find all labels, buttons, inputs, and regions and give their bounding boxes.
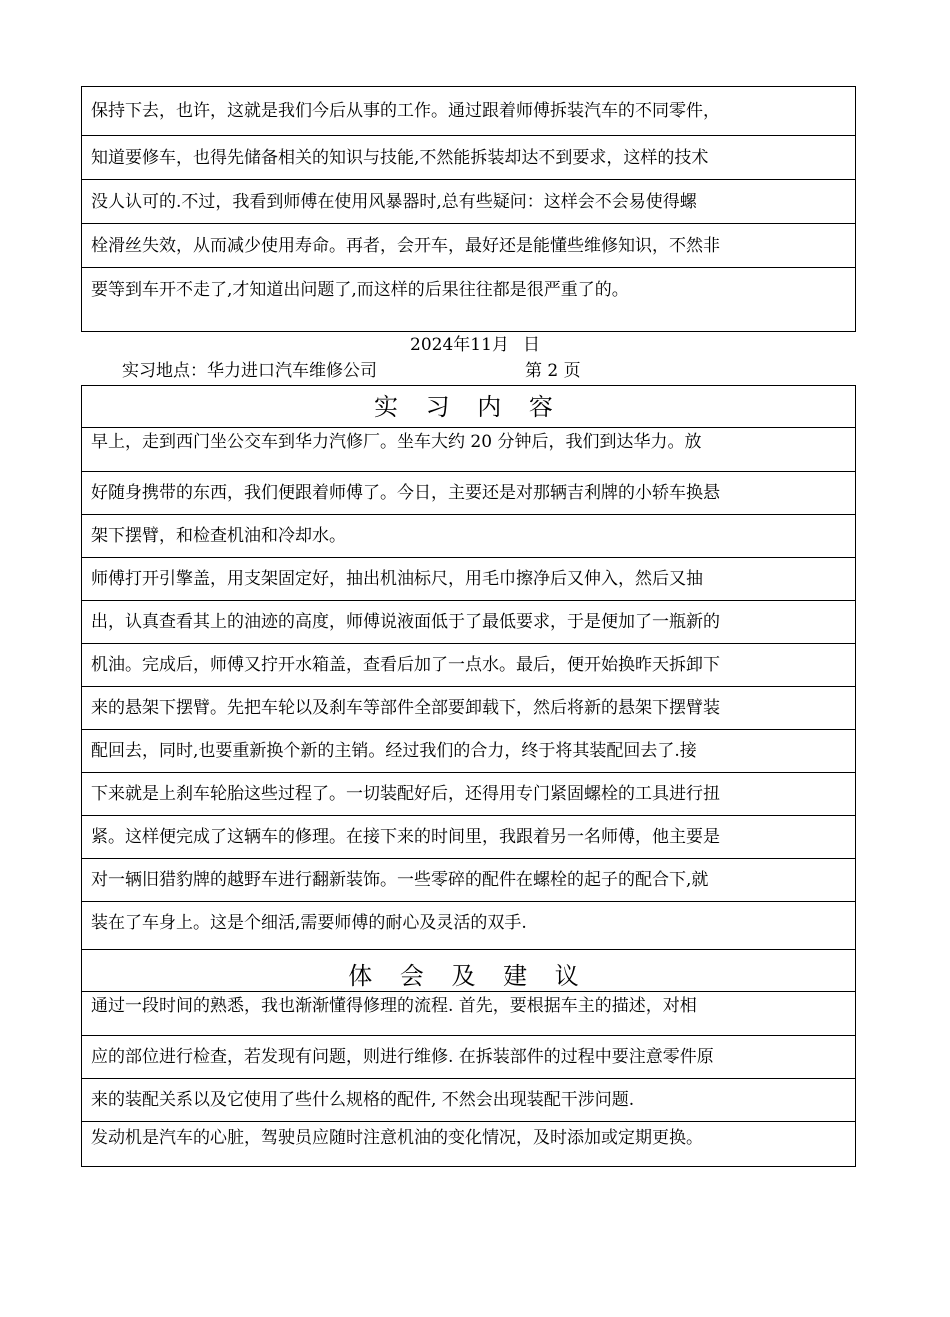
- text-line: 来的悬架下摆臂。先把车轮以及刹车等部件全部要卸载下，然后将新的悬架下摆臂装: [82, 687, 855, 730]
- text-line: 紧。这样便完成了这辆车的修理。在接下来的时间里，我跟着另一名师傅，他主要是: [82, 816, 855, 859]
- section-title: 实 习 内 容: [82, 386, 855, 428]
- text-line: 师傅打开引擎盖，用支架固定好，抽出机油标尺，用毛巾擦净后又伸入，然后又抽: [82, 558, 855, 601]
- section-title: 体 会 及 建 议: [82, 950, 855, 992]
- continuation-box: [81, 86, 856, 332]
- date-text: 2024年11月: [410, 335, 509, 355]
- internship-content-box: [81, 385, 856, 950]
- text-line: 知道要修车，也得先储备相关的知识与技能,不然能拆装却达不到要求，这样的技术: [82, 136, 855, 180]
- text-line: 通过一段时间的熟悉，我也渐渐懂得修理的流程. 首先，要根据车主的描述，对相: [82, 992, 855, 1036]
- text-line: 来的装配关系以及它使用了些什么规格的配件, 不然会出现装配干涉问题.: [82, 1079, 855, 1122]
- text-line: 保持下去，也许，这就是我们今后从事的工作。通过跟着师傅拆装汽车的不同零件，: [82, 87, 855, 136]
- text-line: 架下摆臂，和检查机油和冷却水。: [82, 515, 855, 558]
- text-line: 对一辆旧猎豹牌的越野车进行翻新装饰。一些零碎的配件在螺栓的起子的配合下,就: [82, 859, 855, 902]
- text-line: 配回去，同时,也要重新换个新的主销。经过我们的合力，终于将其装配回去了.接: [82, 730, 855, 773]
- report-date: [0, 333, 950, 357]
- reflection-box: [81, 949, 856, 1167]
- text-line: 栓滑丝失效，从而减少使用寿命。再者，会开车，最好还是能懂些维修知识，不然非: [82, 224, 855, 268]
- page-number: 第 2 页: [525, 361, 581, 381]
- text-line: 发动机是汽车的心脏，驾驶员应随时注意机油的变化情况，及时添加或定期更换。: [91, 1128, 703, 1148]
- text-line: 好随身携带的东西，我们便跟着师傅了。今日，主要还是对那辆吉利牌的小轿车换悬: [82, 472, 855, 515]
- text-line: 下来就是上刹车轮胎这些过程了。一切装配好后，还得用专门紧固螺栓的工具进行扭: [82, 773, 855, 816]
- date-day: 日: [522, 335, 540, 355]
- text-line: 出，认真查看其上的油迹的高度，师傅说液面低于了最低要求，于是便加了一瓶新的: [82, 601, 855, 644]
- text-line: 要等到车开不走了,才知道出问题了,而这样的后果往往都是很严重了的。: [91, 280, 629, 300]
- text-line: 装在了车身上。这是个细活,需要师傅的耐心及灵活的双手.: [91, 913, 527, 933]
- text-line: 没人认可的.不过，我看到师傅在使用风暴器时,总有些疑问：这样会不会易使得螺: [82, 180, 855, 224]
- text-line: 早上，走到西门坐公交车到华力汽修厂。坐车大约 20 分钟后，我们到达华力。放: [82, 428, 855, 472]
- text-line: 应的部位进行检查，若发现有问题，则进行维修. 在拆装部件的过程中要注意零件原: [82, 1036, 855, 1079]
- text-line: 机油。完成后，师傅又拧开水箱盖，查看后加了一点水。最后，便开始换昨天拆卸下: [82, 644, 855, 687]
- internship-location: 实习地点：华力进口汽车维修公司: [122, 361, 377, 381]
